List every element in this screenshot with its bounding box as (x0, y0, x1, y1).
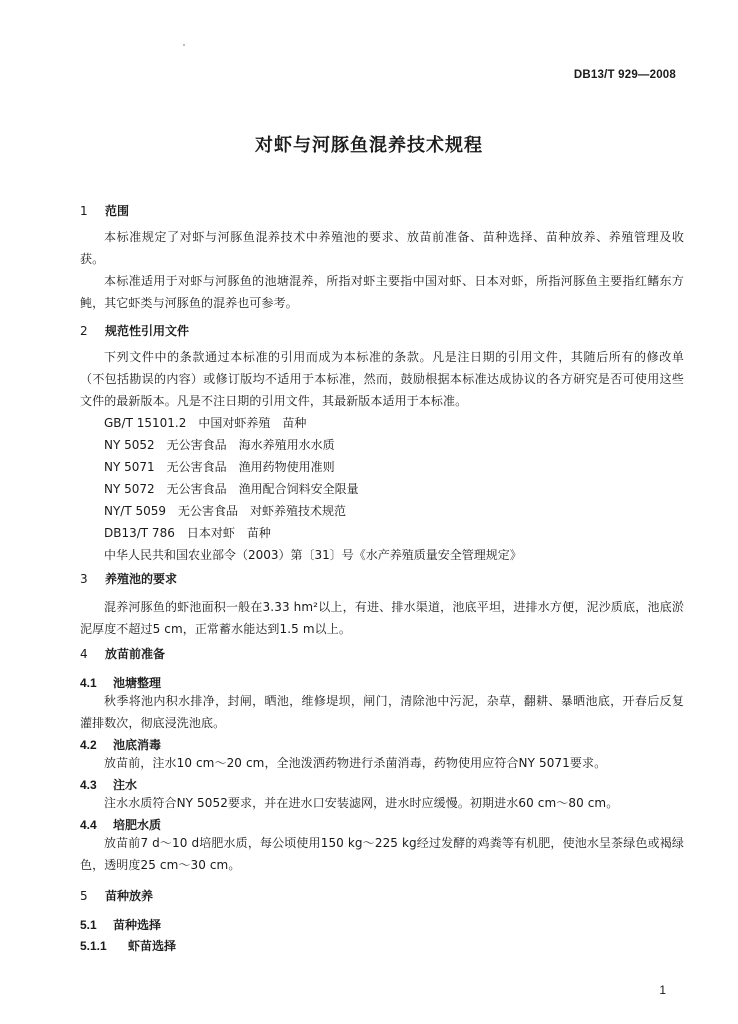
section-number: 5 (80, 889, 88, 903)
subsection-4-1-text: 秋季将池内积水排净，封闸，晒池，维修堤坝，闸门，清除池中污泥，杂草，翻耕、暴晒池底，开春后反复灌排数次，彻底浸洗池底。 (80, 694, 684, 730)
subsection-5-1-1-heading (80, 937, 176, 954)
reference-item: 中华人民共和国农业部令（2003）第〔31〕号《水产养殖质量安全管理规定》 (104, 548, 522, 562)
subsection-4-1-heading (80, 674, 161, 691)
subsection-number: 4.4 (80, 818, 97, 832)
section-title: 范围 (105, 204, 130, 218)
subsection-4-4-heading (80, 816, 161, 833)
subsection-5-1-heading (80, 916, 161, 933)
subsection-4-3-heading (80, 776, 137, 793)
section-1-paragraph-1: 本标准规定了对虾与河豚鱼混养技术中养殖池的要求、放苗前准备、苗种选择、苗种放养、养殖管理及收获。 (80, 230, 684, 266)
subsection-title: 注水 (113, 778, 138, 792)
subsection-4-4-text: 放苗前7 d～10 d培肥水质，每公顷使用150 kg～225 kg经过发酵的鸡粪等有机肥，使池水呈茶绿色或褐绿色，透明度25 cm～30 cm。 (80, 836, 684, 872)
section-number: 2 (80, 324, 88, 338)
subsection-title: 虾苗选择 (128, 939, 177, 953)
section-title: 放苗前准备 (105, 647, 166, 661)
section-number: 3 (80, 572, 88, 586)
section-number: 4 (80, 647, 88, 661)
reference-item: NY 5052 无公害食品 海水养殖用水水质 (104, 438, 335, 452)
section-2-heading (80, 322, 189, 339)
section-5-heading (80, 887, 153, 904)
section-number: 1 (80, 204, 88, 218)
reference-item: DB13/T 786 日本对虾 苗种 (104, 526, 271, 540)
section-title: 规范性引用文件 (105, 324, 190, 338)
document-title: 对虾与河豚鱼混养技术规程 (255, 135, 483, 156)
subsection-title: 培肥水质 (113, 818, 162, 832)
subsection-title: 池底消毒 (113, 738, 162, 752)
subsection-number: 4.1 (80, 676, 97, 690)
standard-number: DB13/T 929—2008 (573, 69, 676, 81)
subsection-number: 5.1.1 (80, 939, 107, 953)
section-4-heading (80, 645, 165, 662)
reference-item: GB/T 15101.2 中国对虾养殖 苗种 (104, 416, 307, 430)
section-1-paragraph-2: 本标准适用于对虾与河豚鱼的池塘混养，所指对虾主要指中国对虾、日本对虾，所指河豚鱼主要指红鳍东方鲀，其它虾类与河豚鱼的混养也可参考。 (80, 274, 684, 310)
section-1-heading (80, 202, 129, 219)
section-3-paragraph-1: 混养河豚鱼的虾池面积一般在3.33 hm²以上，有进、排水渠道，池底平坦，进排水方便，泥沙质底，池底淤泥厚度不超过5 cm，正常蓄水能达到1.5 m以上。 (80, 600, 684, 636)
subsection-number: 4.3 (80, 778, 97, 792)
subsection-4-2-text: 放苗前，注水10 cm～20 cm，全池泼洒药物进行杀菌消毒，药物使用应符合NY 5071要求。 (104, 756, 607, 770)
subsection-4-2-heading (80, 736, 161, 753)
reference-item: NY 5072 无公害食品 渔用配合饲料安全限量 (104, 482, 359, 496)
subsection-title: 池塘整理 (113, 676, 162, 690)
subsection-title: 苗种选择 (113, 918, 162, 932)
section-title: 苗种放养 (105, 889, 154, 903)
section-2-paragraph-1: 下列文件中的条款通过本标准的引用而成为本标准的条款。凡是注日期的引用文件，其随后所有的修改单（不包括勘误的内容）或修订版均不适用于本标准，然而，鼓励根据本标准达成协议的各方研究是否可使用这些文件的最新版本。凡是不注日期的引用文件，其最新版本适用于本标准。 (80, 350, 684, 408)
reference-item: NY 5071 无公害食品 渔用药物使用准则 (104, 460, 335, 474)
page-number: 1 (659, 983, 666, 997)
subsection-4-3-text: 注水水质符合NY 5052要求，并在进水口安装滤网，进水时应缓慢。初期进水60 cm～80 cm。 (104, 796, 619, 810)
scan-speck (183, 44, 185, 46)
reference-item: NY/T 5059 无公害食品 对虾养殖技术规范 (104, 504, 347, 518)
section-3-heading (80, 570, 177, 587)
subsection-number: 5.1 (80, 918, 97, 932)
section-title: 养殖池的要求 (105, 572, 178, 586)
subsection-number: 4.2 (80, 738, 97, 752)
